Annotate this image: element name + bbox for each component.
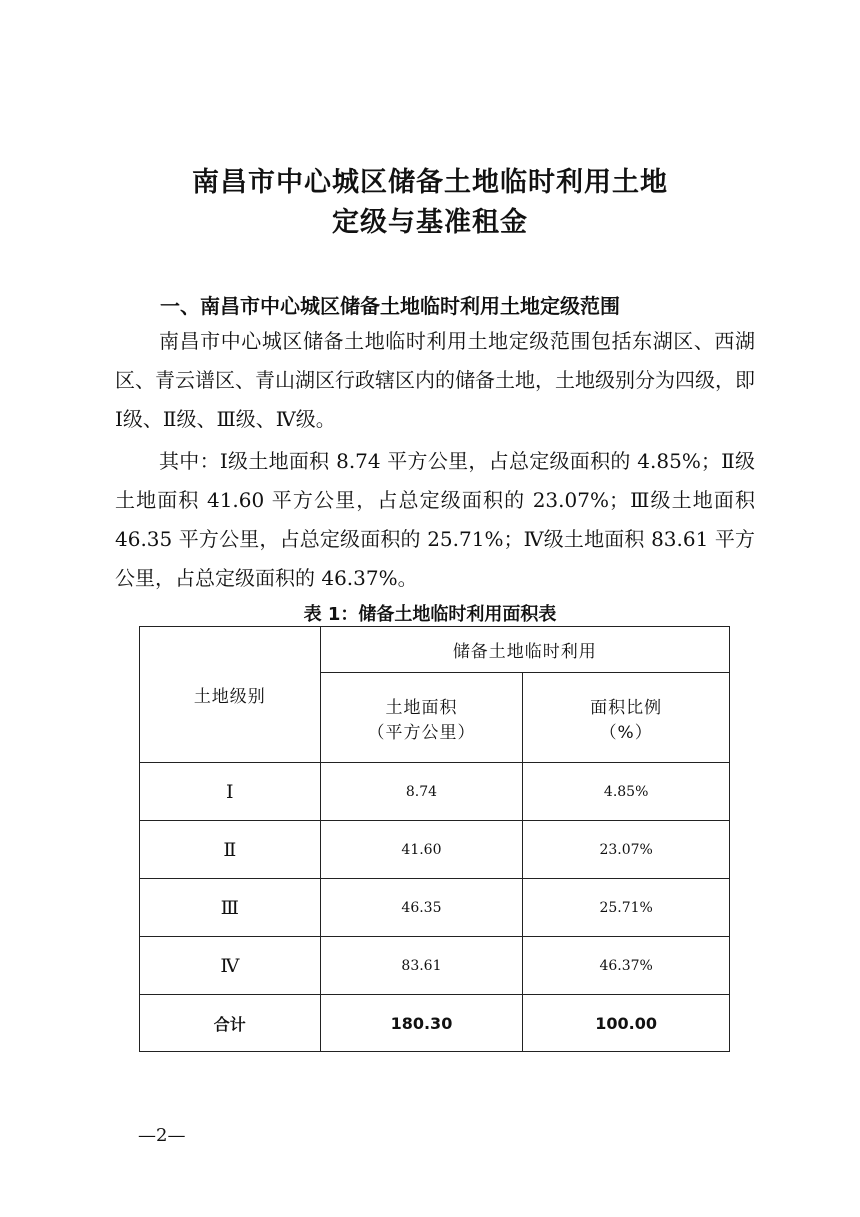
cell-total-label: 合计 — [140, 995, 321, 1052]
cell-area: 41.60 — [320, 821, 523, 879]
cell-ratio: 23.07% — [523, 821, 730, 879]
col-header-ratio-line1: 面积比例 — [590, 697, 663, 718]
cell-grade: Ⅳ — [140, 937, 321, 995]
document-title-line1: 南昌市中心城区储备土地临时利用土地 — [192, 167, 668, 198]
cell-grade: Ⅱ — [140, 821, 321, 879]
paragraph-scope: 南昌市中心城区储备土地临时利用土地定级范围包括东湖区、西湖区、青云谱区、青山湖区行政辖区内的储备土地，土地级别分为四级，即Ⅰ级、Ⅱ级、Ⅲ级、Ⅳ级。 — [115, 329, 755, 431]
cell-area: 8.74 — [320, 763, 523, 821]
col-header-ratio — [523, 673, 730, 763]
cell-ratio: 4.85% — [523, 763, 730, 821]
col-header-area-line1: 土地面积 — [385, 697, 458, 718]
cell-area: 83.61 — [320, 937, 523, 995]
cell-ratio: 46.37% — [523, 937, 730, 995]
table-header-row — [140, 627, 730, 673]
table-row — [140, 763, 730, 821]
table-row — [140, 821, 730, 879]
col-header-grade: 土地级别 — [140, 627, 321, 763]
area-table — [139, 626, 730, 1052]
table-row — [140, 937, 730, 995]
document-title-line2: 定级与基准租金 — [332, 207, 528, 238]
section-heading: 一、南昌市中心城区储备土地临时利用土地定级范围 — [160, 294, 620, 318]
table-caption: 表 1：储备土地临时利用面积表 — [303, 604, 557, 625]
page-number: —2— — [138, 1125, 186, 1146]
cell-grade: Ⅰ — [140, 763, 321, 821]
col-header-area-line2: （平方公里） — [367, 722, 476, 743]
cell-area: 46.35 — [320, 879, 523, 937]
cell-grade: Ⅲ — [140, 879, 321, 937]
col-header-area — [320, 673, 523, 763]
cell-total-area: 180.30 — [320, 995, 523, 1052]
cell-total-ratio: 100.00 — [523, 995, 730, 1052]
col-header-group: 储备土地临时利用 — [320, 627, 729, 673]
paragraph-areas: 其中：Ⅰ级土地面积 8.74 平方公里，占总定级面积的 4.85%；Ⅱ级土地面积 41.60 平方公里，占总定级面积的 23.07%；Ⅲ级土地面积 46.35 平方公里，占总定级面积的 25.71%；Ⅳ级土地面积 83.61 平方公里，占总定级面积的 46.37%。 — [115, 449, 755, 590]
table-total-row — [140, 995, 730, 1052]
cell-ratio: 25.71% — [523, 879, 730, 937]
col-header-ratio-line2: （%） — [599, 722, 653, 743]
table-row — [140, 879, 730, 937]
